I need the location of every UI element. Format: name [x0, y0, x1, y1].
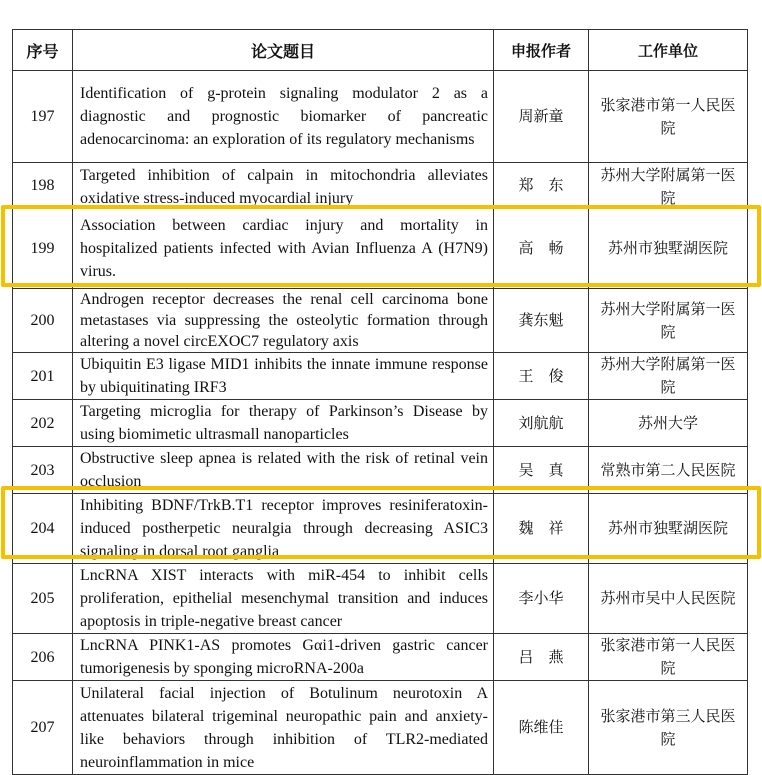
- row-unit: 苏州大学: [637, 413, 698, 432]
- table-row: [13, 209, 748, 289]
- row-title: LncRNA XIST interacts with miR-454 to inhibit cells proliferation, epithelial mesenchymal transition and induces apoptosis in triple-negative breast cancer: [80, 567, 488, 630]
- row-author: 吕 燕: [494, 634, 589, 681]
- row-author: 陈维佳: [494, 681, 589, 775]
- row-unit: 苏州市吴中人民医院: [600, 589, 736, 607]
- row-title: Androgen receptor decreases the renal cell carcinoma bone metastases via suppressing the osteolytic formation through altering a novel circEXOC7 regulatory axis: [80, 291, 488, 350]
- table-row: [13, 447, 748, 494]
- row-unit: 常熟市第二人民医院: [600, 460, 736, 479]
- paper-table: [12, 29, 748, 775]
- row-author: 郑 东: [494, 163, 589, 209]
- row-unit: 苏州大学附属第一医院: [600, 355, 736, 396]
- row-number: 197: [13, 71, 73, 163]
- row-title: Inhibiting BDNF/TrkB.T1 receptor improves resiniferatoxin-induced postherpetic neuralgia through decreasing ASIC3 signaling in dorsal root ganglia: [80, 497, 488, 560]
- row-title: Targeting microglia for therapy of Parkinson’s Disease by using biomimetic ultrasmall nanoparticles: [80, 403, 488, 443]
- row-number: 202: [13, 400, 73, 447]
- table-row: [13, 494, 748, 564]
- row-unit: 苏州市独墅湖医院: [607, 519, 728, 537]
- row-number: 206: [13, 634, 73, 681]
- header-unit: 工作单位: [589, 30, 748, 71]
- row-title: Association between cardiac injury and mortality in hospitalized patients infected with Avian Influenza A (H7N9) virus.: [80, 217, 488, 280]
- row-title: Unilateral facial injection of Botulinum neurotoxin A attenuates bilateral trigeminal neuropathic pain and anxiety-like behaviors through inhibition of TLR2-mediated neuroinflammation in mice: [80, 684, 488, 771]
- row-author: 魏 祥: [494, 494, 589, 564]
- row-unit: 苏州市独墅湖医院: [607, 239, 728, 257]
- row-title: LncRNA PINK1-AS promotes Gαi1-driven gastric cancer tumorigenesis by sponging microRNA-200a: [80, 637, 488, 677]
- table-header-row: [13, 30, 748, 71]
- row-author: 王 俊: [494, 353, 589, 400]
- row-number: 200: [13, 289, 73, 353]
- table-row: [13, 289, 748, 353]
- row-title: Obstructive sleep apnea is related with the risk of retinal vein occlusion: [80, 450, 488, 490]
- table-row: [13, 71, 748, 163]
- table-row: [13, 353, 748, 400]
- row-unit: 张家港市第一人民医院: [600, 95, 736, 137]
- header-title: 论文题目: [73, 30, 494, 71]
- table-row: [13, 400, 748, 447]
- row-number: 204: [13, 494, 73, 564]
- row-author: 龚东魁: [494, 289, 589, 353]
- row-number: 207: [13, 681, 73, 775]
- row-unit: 苏州大学附属第一医院: [600, 165, 736, 207]
- row-number: 205: [13, 564, 73, 634]
- table-row: [13, 163, 748, 209]
- header-author: 申报作者: [494, 30, 589, 71]
- row-unit: 张家港市第一人民医院: [600, 636, 736, 677]
- header-number: 序号: [13, 30, 73, 71]
- row-unit: 张家港市第三人民医院: [600, 706, 736, 748]
- row-author: 周新童: [494, 71, 589, 163]
- row-author: 高 畅: [494, 209, 589, 289]
- row-title: Targeted inhibition of calpain in mitochondria alleviates oxidative stress-induced myocardial injury: [80, 166, 488, 207]
- row-author: 吴 真: [494, 447, 589, 494]
- row-number: 199: [13, 209, 73, 289]
- row-author: 李小华: [494, 564, 589, 634]
- table-row: [13, 564, 748, 634]
- row-author: 刘航航: [494, 400, 589, 447]
- row-number: 203: [13, 447, 73, 494]
- row-title: Identification of g-protein signaling modulator 2 as a diagnostic and prognostic biomarker of pancreatic adenocarcinoma: an exploration of its regulatory mechanisms: [80, 85, 488, 148]
- row-number: 201: [13, 353, 73, 400]
- row-number: 198: [13, 163, 73, 209]
- table-row: [13, 681, 748, 775]
- row-unit: 苏州大学附属第一医院: [600, 299, 736, 341]
- table-row: [13, 634, 748, 681]
- row-title: Ubiquitin E3 ligase MID1 inhibits the innate immune response by ubiquitinating IRF3: [80, 356, 488, 396]
